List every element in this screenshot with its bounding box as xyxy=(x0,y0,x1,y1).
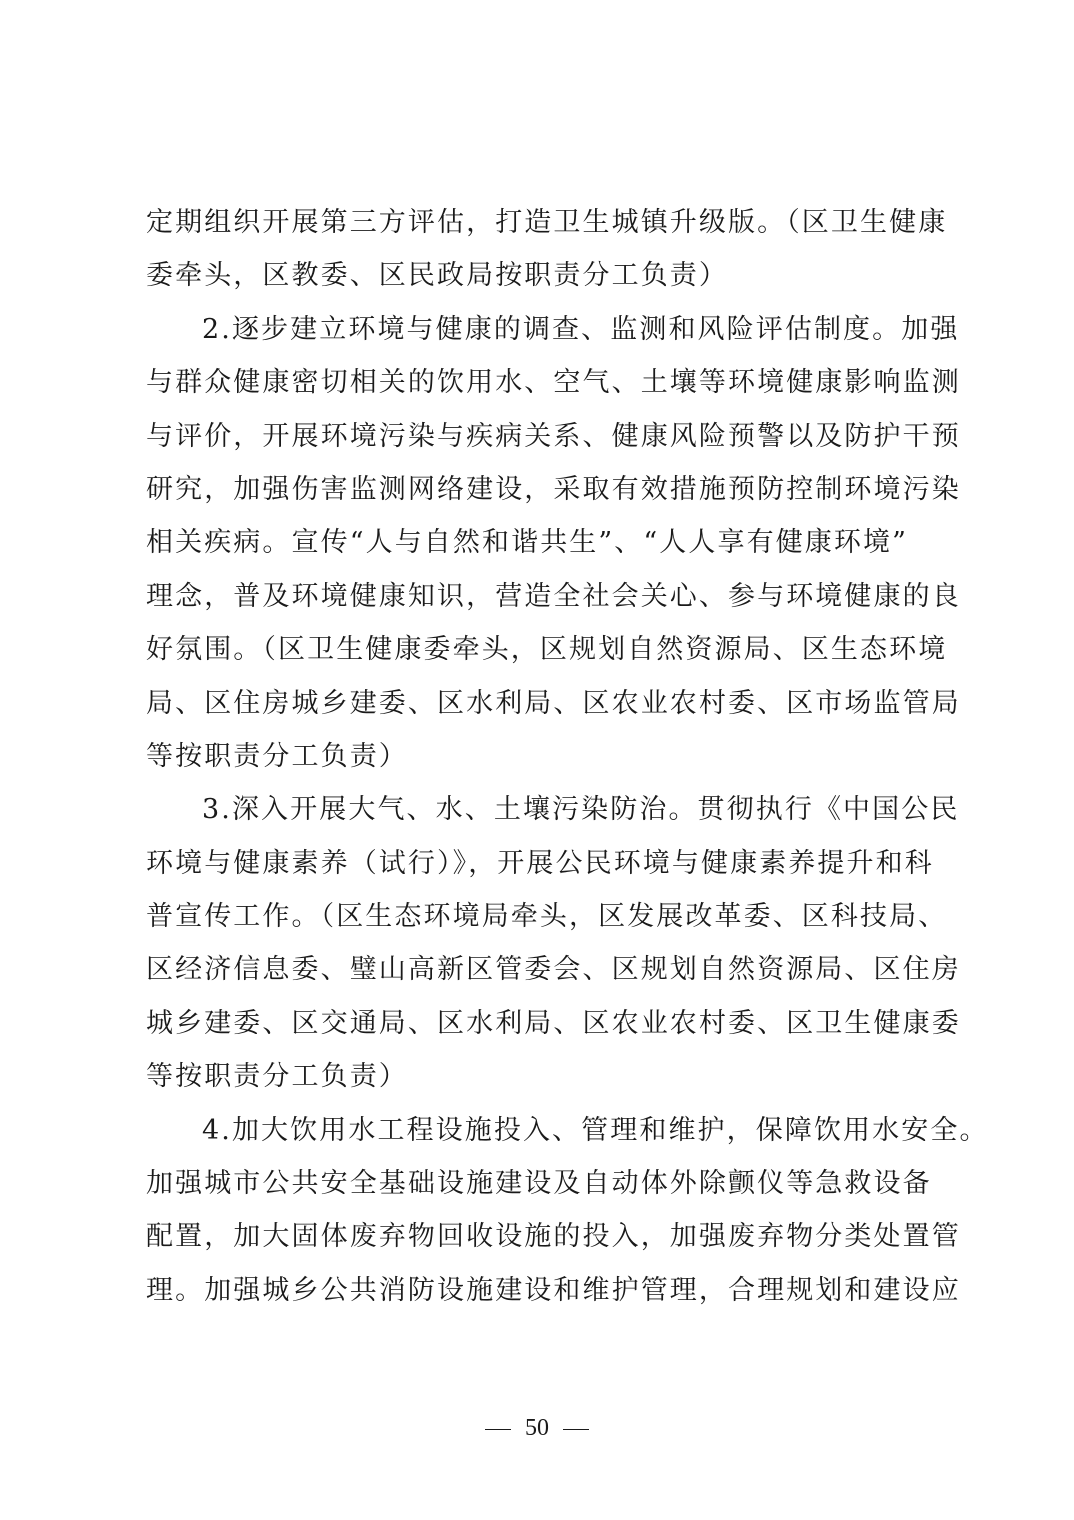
text-line: 等按职责分工负责） xyxy=(146,740,408,772)
text-line: 区经济信息委、璧山高新区管委会、区规划自然资源局、区住房 xyxy=(146,954,961,986)
page-footer xyxy=(0,1412,1074,1444)
page-number: 50 xyxy=(525,1415,549,1441)
text-line: 局、区住房城乡建委、区水利局、区农业农村委、区市场监管局 xyxy=(146,687,961,719)
text-line: 等按职责分工负责） xyxy=(146,1061,408,1093)
text-line: 好氛围。（区卫生健康委牵头，区规划自然资源局、区生态环境 xyxy=(146,634,948,666)
paragraph-3-first-line: 3.深入开展大气、水、土壤污染防治。贯彻执行《中国公民 xyxy=(202,794,960,826)
text-line: 配置，加大固体废弃物回收设施的投入，加强废弃物分类处置管 xyxy=(146,1221,961,1253)
text-line: 与群众健康密切相关的饮用水、空气、土壤等环境健康影响监测 xyxy=(146,367,961,399)
text-line: 环境与健康素养（试行）》，开展公民环境与健康素养提升和科 xyxy=(146,847,934,879)
text-line: 城乡建委、区交通局、区水利局、区农业农村委、区卫生健康委 xyxy=(146,1007,961,1039)
text-line: 理念，普及环境健康知识，营造全社会关心、参与环境健康的良 xyxy=(146,580,961,612)
text-line: 普宣传工作。（区生态环境局牵头，区发展改革委、区科技局、 xyxy=(146,901,948,933)
text-line: 加强城市公共安全基础设施建设及自动体外除颤仪等急救设备 xyxy=(146,1168,932,1200)
paragraph-2-first-line: 2.逐步建立环境与健康的调查、监测和风险评估制度。加强 xyxy=(202,313,960,345)
text-line: 定期组织开展第三方评估，打造卫生城镇升级版。（区卫生健康 xyxy=(146,207,948,238)
text-line: 与评价，开展环境污染与疾病关系、健康风险预警以及防护干预 xyxy=(146,420,961,452)
text-line: 研究，加强伤害监测网络建设，采取有效措施预防控制环境污染 xyxy=(146,473,961,505)
text-line: 委牵头，区教委、区民政局按职责分工负责） xyxy=(146,260,728,292)
text-line: 理。加强城乡公共消防设施建设和维护管理，合理规划和建设应 xyxy=(146,1274,961,1306)
left-dash xyxy=(485,1429,511,1430)
paragraph-4-first-line: 4.加大饮用水工程设施投入、管理和维护，保障饮用水安全。 xyxy=(202,1114,989,1146)
right-dash xyxy=(563,1429,589,1430)
text-line: 相关疾病。宣传“人与自然和谐共生”、“人人享有健康环境” xyxy=(146,527,909,559)
body-text xyxy=(146,196,989,1317)
